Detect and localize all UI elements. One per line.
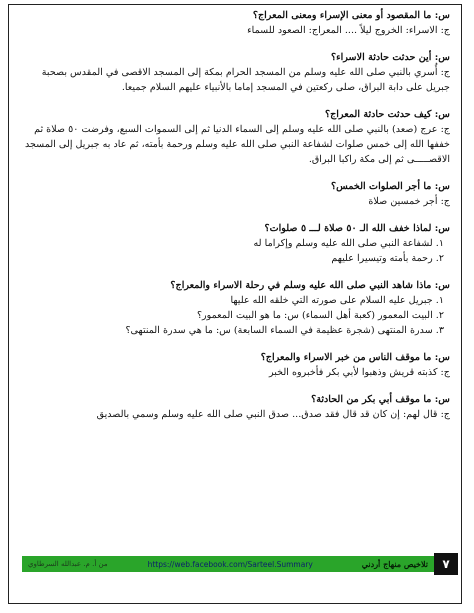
question: س: ماذا شاهد النبي صلى الله عليه وسلم في رحلة الاسراء والمعراج؟ [170, 280, 450, 291]
qa-block [22, 350, 450, 380]
answer: ج: أجر خمسين صلاة [368, 196, 450, 207]
qa-block [22, 50, 450, 95]
answer-list-item: ١. لشفاعة النبي صلى الله عليه وسلم وإكراما له [253, 238, 444, 249]
page-number: ٧ [434, 553, 458, 575]
question: س: لماذا خفف الله الـ ٥٠ صلاة لـــ ٥ صلوات؟ [264, 223, 450, 234]
question: س: أين حدثت حادثة الاسراء؟ [331, 52, 450, 63]
question: س: ما موقف الناس من خبر الاسراء والمعراج؟ [260, 352, 450, 363]
qa-block [22, 8, 450, 38]
footer-facebook-link[interactable]: https://web.facebook.com/Sarteel.Summary [147, 559, 313, 569]
qa-block [22, 107, 450, 167]
question: س: ما موقف أبي بكر من الحادثة؟ [311, 394, 450, 405]
qa-block [22, 392, 450, 422]
document-content [22, 8, 450, 434]
answer: ج: أُسري بالنبي صلى الله عليه وسلم من المسجد الحرام بمكة إلى المسجد الاقصى في المقدس بصحبة جبريل على دابة البراق، صلى ركعتين في المسجد إماما بالأنبياء عليهم السلام جميعا. [41, 67, 450, 93]
footer-brand: تلاخيص منهاج أردني [361, 559, 428, 569]
answer: ج: عرج (صعد) بالنبي صلى الله عليه وسلم إلى السماء الدنيا ثم إلى السموات السبع، وفرضت ٥٠ صلاة ثم خففها الله إلى خمس صلوات لشفاعة النبي صلى الله عليه وسلم ورحمة بأمته، ثم عاد به جبريل إلى المسجد الاقصـــــى ثم إلى مكة راكبا البراق. [24, 124, 450, 165]
question: س: ما المقصود أو معنى الإسراء ومعنى المعراج؟ [252, 10, 450, 21]
qa-block [22, 221, 450, 266]
qa-block [22, 179, 450, 209]
answer: ج: قال لهم: إن كان قد قال فقد صدق... صدق النبي صلى الله عليه وسلم وسمي بالصديق [96, 409, 450, 420]
answer-list-item: ٢. رحمة بأمته وتيسيرا عليهم [331, 253, 444, 264]
question: س: ما أجر الصلوات الخمس؟ [331, 181, 450, 192]
answer-list-item: ١. جبريل عليه السلام على صورته التي خلقه الله عليها [230, 295, 444, 306]
qa-block [22, 278, 450, 338]
answer-list-item: ٣. سدرة المنتهى (شجرة عظيمة في السماء السابعة) س: ما هي سدرة المنتهى؟ [125, 325, 444, 336]
footer-credit: من أ. م. عبدالله السرطاوي [28, 560, 108, 568]
footer-bar [22, 556, 434, 572]
question: س: كيف حدثت حادثة المعراج؟ [324, 109, 450, 120]
answer: ج: كذبته قريش وذهبوا لأبي بكر فأخبروه الخبر [268, 367, 450, 378]
answer: ج: الاسراء: الخروج ليلاً .... المعراج: الصعود للسماء [247, 25, 450, 36]
answer-list-item: ٢. البيت المعمور (كعبة أهل السماء) س: ما هو البيت المعمور؟ [196, 310, 444, 321]
